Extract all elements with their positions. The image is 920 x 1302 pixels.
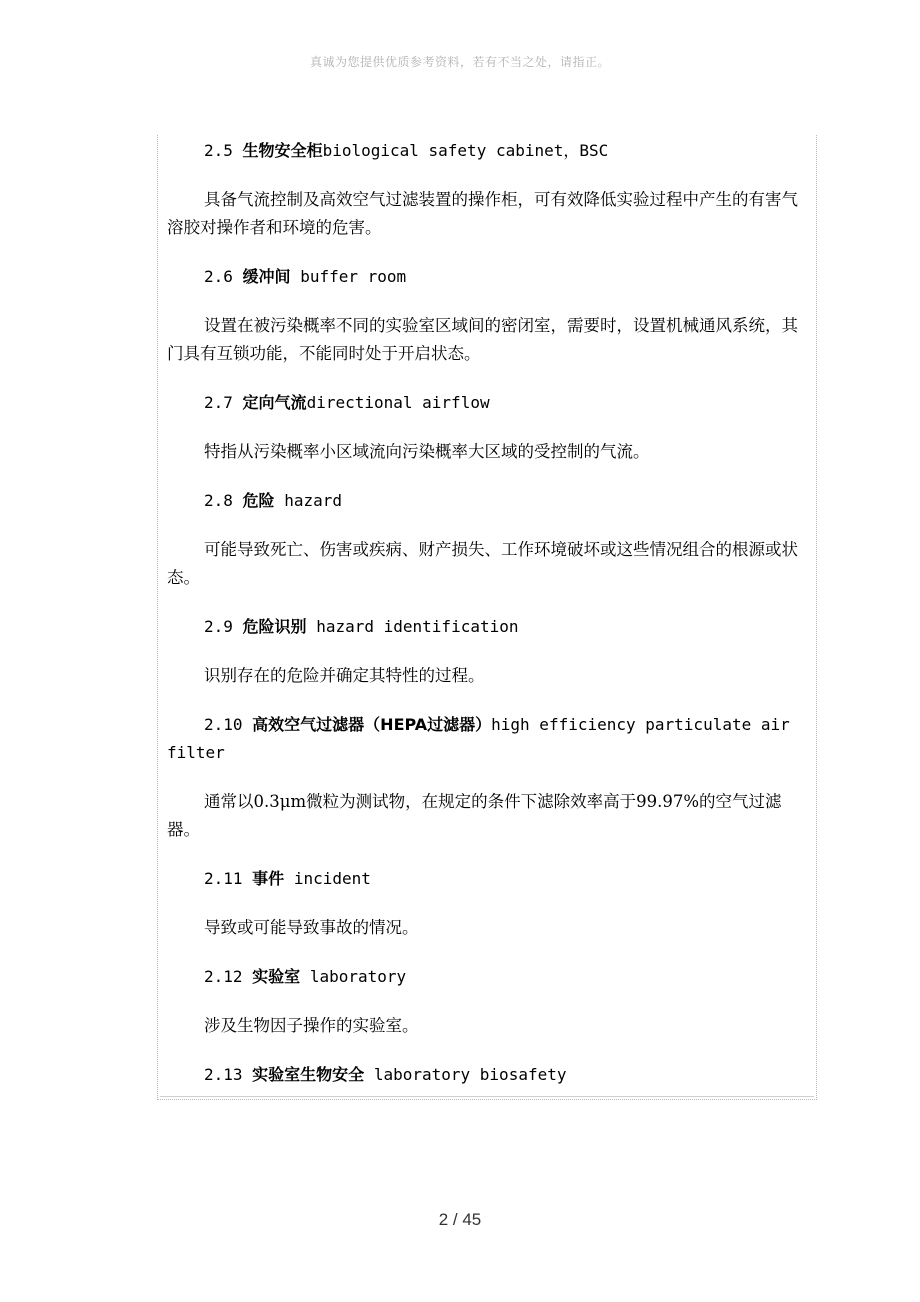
- term-english-title: high efficiency particulate air filter: [167, 715, 790, 762]
- term-heading: [167, 963, 809, 991]
- term-heading: [167, 711, 809, 767]
- term-definition: 涉及生物因子操作的实验室。: [204, 1016, 419, 1035]
- term-english-title: hazard: [284, 491, 342, 510]
- term-definition: 可能导致死亡、伤害或疾病、财产损失、工作环境破坏或这些情况组合的根源或状态。: [167, 540, 798, 587]
- term-definition: 设置在被污染概率不同的实验室区域间的密闭室，需要时，设置机械通风系统，其门具有互锁功能，不能同时处于开启状态。: [167, 316, 798, 363]
- term-definition: 通常以0.3μm微粒为测试物，在规定的条件下滤除效率高于99.97%的空气过滤器。: [167, 792, 782, 839]
- term-number: 2.7: [204, 393, 233, 412]
- watermark-notice: 真诚为您提供优质参考资料，若有不当之处，请指正。: [309, 55, 610, 69]
- term-heading: [167, 865, 809, 893]
- term-english-title: laboratory: [309, 967, 407, 986]
- term-number: 2.8: [204, 491, 233, 510]
- term-english-title: laboratory biosafety: [373, 1065, 567, 1084]
- term-chinese-title: 实验室: [252, 967, 301, 986]
- term-english-title: directional airflow: [306, 393, 490, 412]
- term-chinese-title: 缓冲间: [242, 267, 291, 286]
- term-definition: 具备气流控制及高效空气过滤装置的操作柜，可有效降低实验过程中产生的有害气溶胶对操作者和环境的危害。: [167, 190, 798, 237]
- term-number: 2.11: [204, 869, 243, 888]
- term-english-title: incident: [293, 869, 371, 888]
- term-english-title: biological safety cabinet，BSC: [322, 141, 609, 160]
- term-chinese-title: 生物安全柜: [242, 141, 323, 160]
- page-number: 2 / 45: [438, 1210, 482, 1229]
- term-definition: 特指从污染概率小区域流向污染概率大区域的受控制的气流。: [204, 442, 650, 461]
- term-chinese-title: 事件: [252, 869, 285, 888]
- term-english-title: buffer room: [300, 267, 407, 286]
- term-heading: [167, 137, 809, 165]
- term-heading: [167, 613, 809, 641]
- term-chinese-title: 实验室生物安全: [252, 1065, 365, 1084]
- term-number: 2.9: [204, 617, 233, 636]
- term-heading: [167, 487, 809, 515]
- term-number: 2.12: [204, 967, 243, 986]
- term-number: 2.13: [204, 1065, 243, 1084]
- term-heading: [167, 389, 809, 417]
- term-number: 2.6: [204, 267, 233, 286]
- term-number: 2.5: [204, 141, 233, 160]
- term-definition: 识别存在的危险并确定其特性的过程。: [204, 666, 485, 685]
- term-chinese-title: 危险: [242, 491, 275, 510]
- term-number: 2.10: [204, 715, 243, 734]
- document-body: [167, 137, 809, 1089]
- term-chinese-title: 高效空气过滤器（HEPA过滤器）: [252, 715, 492, 734]
- term-heading: [167, 1061, 809, 1089]
- term-chinese-title: 定向气流: [242, 393, 307, 412]
- term-definition: 导致或可能导致事故的情况。: [204, 918, 419, 937]
- term-english-title: hazard identification: [316, 617, 519, 636]
- term-heading: [167, 263, 809, 291]
- term-chinese-title: 危险识别: [242, 617, 307, 636]
